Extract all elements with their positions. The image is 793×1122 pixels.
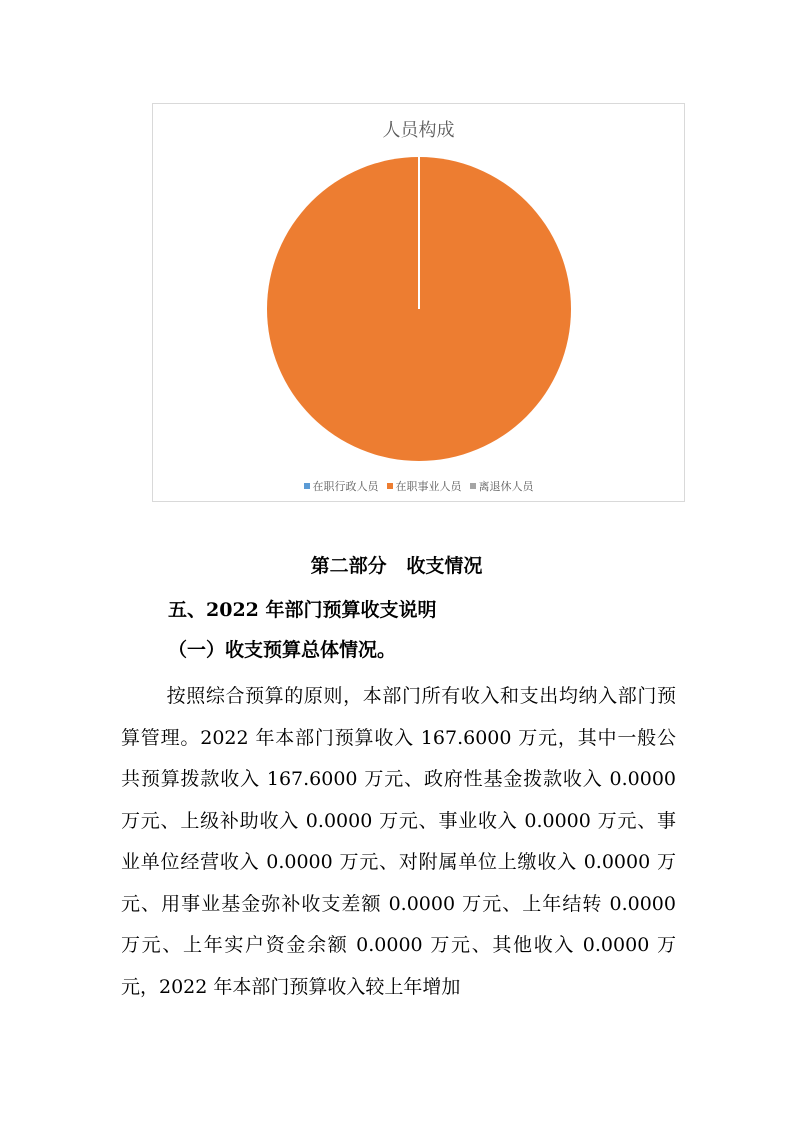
body-paragraph: 按照综合预算的原则，本部门所有收入和支出均纳入部门预算管理。2022 年本部门预算收入 167.6000 万元，其中一般公共预算拨款收入 167.6000 万元、政府性基金拨款收入 0.0000 万元、上级补助收入 0.0000 万元、事业收入 0.0000 万元、事业单位经营收入 0.0000 万元、对附属单位上缴收入 0.0000 万元、用事业基金弥补收支差额 0.0000 万元、上年结转 0.0000 万元、上年实户资金余额 0.0000 万元、其他收入 0.0000 万元，2022 年本部门预算收入较上年增加 bbox=[121, 685, 676, 998]
legend-item bbox=[470, 478, 534, 494]
chart-title: 人员构成 bbox=[382, 120, 455, 141]
chart-legend bbox=[153, 478, 684, 494]
legend-label: 在职事业人员 bbox=[395, 480, 462, 493]
legend-item bbox=[304, 478, 379, 494]
heading-budget-explanation: 五、2022 年部门预算收支说明 bbox=[168, 599, 437, 621]
pie-chart bbox=[152, 103, 685, 502]
legend-item bbox=[387, 478, 462, 494]
legend-label: 在职行政人员 bbox=[312, 480, 379, 493]
pie-chart-svg bbox=[153, 104, 684, 501]
heading-overall-situation: （一）收支预算总体情况。 bbox=[168, 639, 397, 661]
legend-swatch bbox=[387, 483, 393, 489]
legend-swatch bbox=[470, 483, 476, 489]
legend-label: 离退休人员 bbox=[478, 480, 534, 493]
legend-swatch bbox=[304, 483, 310, 489]
section-title: 第二部分 收支情况 bbox=[310, 555, 483, 577]
